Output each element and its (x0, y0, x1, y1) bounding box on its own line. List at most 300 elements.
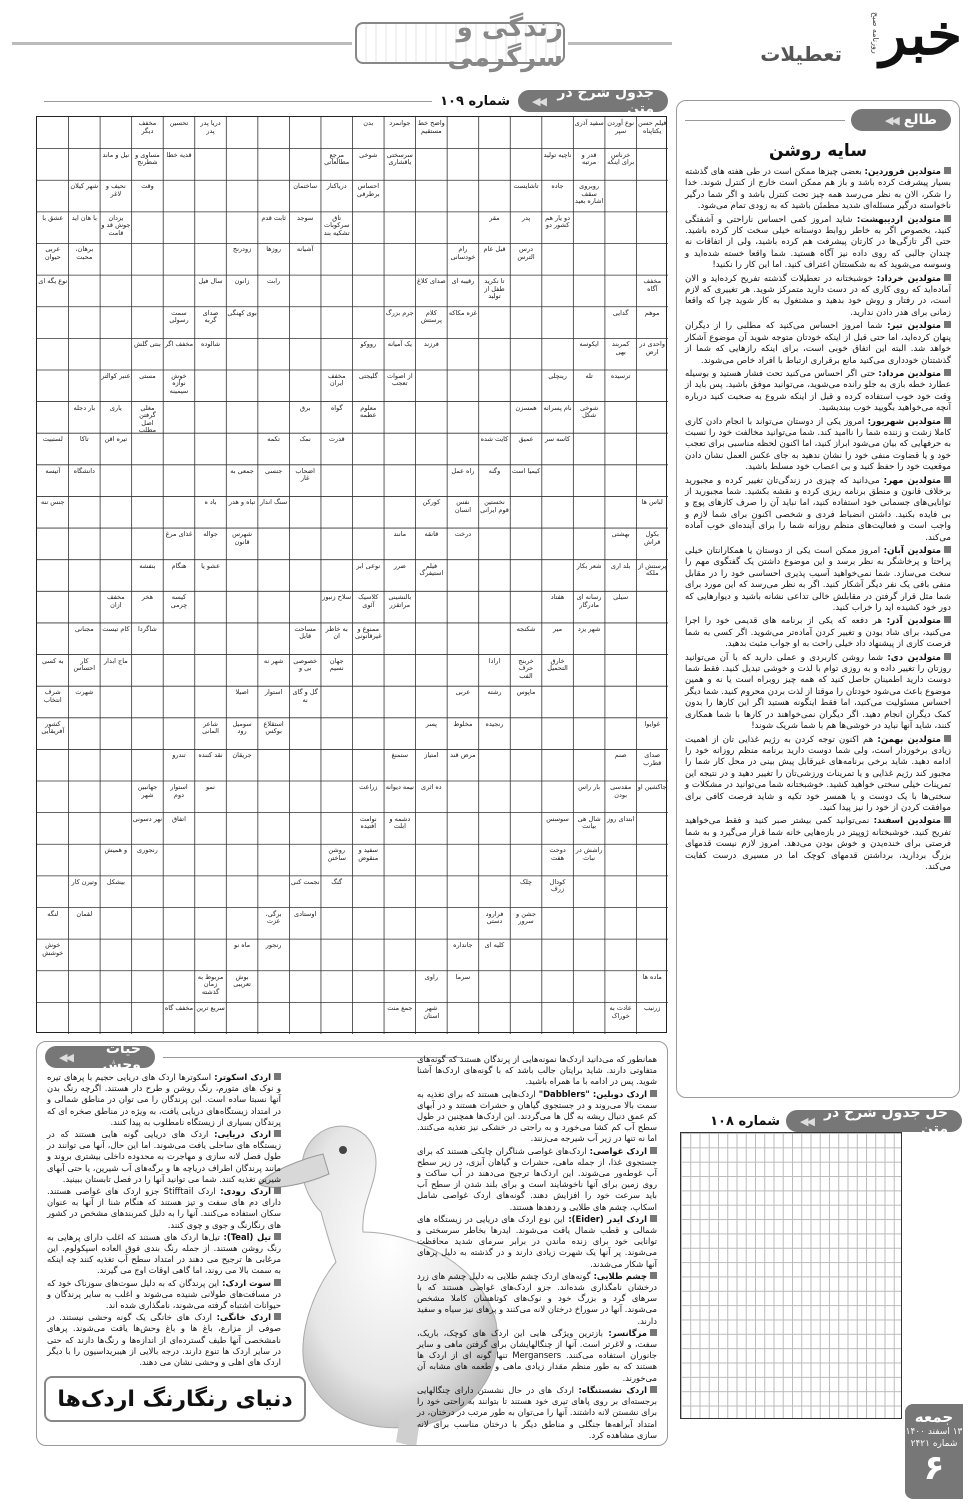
clue-text: مساحت قابل (294, 624, 316, 641)
clue-text: زراعت (359, 783, 378, 792)
horoscope-item (685, 816, 951, 873)
bullet-square-icon (650, 1090, 657, 1097)
clue-text: سریع ترین (196, 1004, 225, 1013)
clue-text: تیره اقن (104, 435, 128, 444)
horoscope-text: امروز یکی از دوستان می‌تواند با انجام دادن کاری کاملا زشت و زننده شما را ناامید کند. شما می‌توانید مخالفت خود را نسبت به حرفهایی که بیان می‌شود ابراز کنید، اما اکنون لحظه مناسبی برای تعجب خود و یا قضاوت منفی خود را نشان ندهید به جای عکس العمل نشان دادن موقعیت خود را حفظ کنید و بی اعصاب خود مسلط باشید. (685, 416, 951, 473)
horoscope-text: شاید امروز کمی احساس ناراحتی و آشفتگی کنید، بخصوص اگر به خاطر روابط دوستانه خیلی سخت کار کرده باشید. حتی اگر تازگی‌ها در کارتان پیشرفت هم کرده باشید، ولی از اتفاقات نه چندان جالبی که روی داده نیز آگاه هستید. شما واقعا خسته شده‌اید و وسوسه می‌شوید که به شکستتان اعتراف کنید. اما این کار را نکنید! (685, 214, 951, 271)
clue-text: ستمنغ (391, 751, 409, 760)
article-subhead: اردک نشستنگاه: (573, 1384, 648, 1395)
clue-text: جمعی به (230, 466, 254, 475)
clue-text: صدای قطرب (643, 751, 662, 767)
horoscope-sign: متولدین فروردین: (864, 167, 941, 177)
clue-text: کایت شده (480, 435, 509, 444)
clue-text: وتیرن کار (71, 877, 98, 886)
horoscope-item (685, 321, 951, 367)
bullet-square-icon (944, 616, 951, 623)
clue-text: غوایوا (644, 719, 660, 728)
clue-text: سوجد (297, 213, 314, 222)
clue-text: یاری (109, 403, 122, 412)
article-text: اردک های دریایی گونه هایی هستند که در زیستگاه های ساحلی یافت می‌شوند. اما این حال، آنها می توانند در طول فصل لانه سازی و مهاجرت به محدوده داخلی بیشتری بروند و مانند پرندگان اطراف دریاچه ها و برگه‌های آب شیرین، یا حتی آبهای شیرین تغذیه کنند. شما می توانید آنها را در فصل تابستان ببینید. (47, 1129, 281, 1184)
article-paragraph (47, 1186, 281, 1231)
clue-text: لستبیت (42, 435, 63, 444)
horoscope-text: نمی‌توانید کمی بیشتر صبر کنید و فقط می‌خواهید تفریح کنید. خوشبختانه ژوپیتر در بازه‌هایی خانه شما قرار می‌گیرد و به شما فرصتی برای خنده‌یدن و خوش بودن می‌دهد. امروز لازم نیست قدمهای بزرگ بردارید، برداشتن قدمهای کوچک اما در مسیری درست کفایت می‌کند. (685, 816, 951, 872)
article-text: اردک های خانگی یک گونه وحشی نیستند. در صوفی از مزارع، باغ ها و باغ وحش‌ها یافت می‌شوند. پرهای نامشخصی آنها طیف گسترده‌ای از اندازه‌ها و رنگ‌ها دارند که حتی در سایر اردک ها تنوع دارند. درجه بالایی از هیبریداسیون را با دیگر اردک های اهلی و وحشی نشان می دهند. (47, 1312, 281, 1368)
clue-text: ماده ها (642, 972, 662, 981)
clue-text: لباس ها (641, 498, 663, 507)
article-subhead: مرگانسر: (602, 1327, 647, 1338)
clue-text: ایکوسه (579, 340, 599, 349)
clue-text: جوانمرد (389, 119, 411, 127)
clue-text: سرما (455, 972, 471, 981)
clue-text: بار راس (578, 783, 601, 792)
horoscope-sign: متولدین اردیبهشت: (856, 214, 941, 225)
arrows-icon: ◀◀ (59, 1050, 72, 1064)
clue-text: مخفف گاه (164, 1004, 194, 1013)
bullet-square-icon (944, 417, 951, 424)
clue-text: درس الترس (517, 245, 535, 261)
bullet-square-icon (274, 1313, 281, 1320)
bullet-square-icon (944, 546, 951, 553)
horoscope-item (685, 215, 951, 272)
clue-text: قبل عام (483, 245, 506, 254)
clue-text: روبروی سقف اشاره بعید (575, 182, 604, 206)
clue-text: سنگ اندار (259, 498, 288, 507)
clue-text: شالوده (200, 340, 221, 349)
crossword-grid (37, 117, 668, 1034)
date-text: ۱۳ اسفند ۱۴۰۰ (905, 1427, 963, 1437)
clue-text: مخفف ازان (107, 593, 125, 609)
header-rule-left (12, 42, 352, 45)
clue-text: کلاسیک آئوی (358, 593, 379, 609)
clue-text: تباه و هدر (228, 498, 256, 507)
horoscope-sign: متولدین خرداد: (876, 273, 941, 284)
clue-text: نفس انسان (454, 498, 471, 514)
clue-text: قانقه (424, 530, 439, 539)
clue-text: سیلی (613, 593, 629, 602)
article-paragraph (47, 1312, 281, 1368)
clue-text: کورکن (422, 498, 441, 507)
clue-text: خربنج حرف الفب (518, 656, 534, 680)
puzzle-header-rule (44, 101, 432, 102)
clue-text: گنگ (331, 877, 343, 886)
newspaper-logo (672, 2, 962, 70)
clue-text: صدای گربه (202, 308, 219, 325)
clue-text: خرناس برای اینکه (607, 150, 635, 167)
clue-text: سلاح زنبور (322, 593, 352, 602)
clue-text: لنگه (47, 909, 59, 918)
clue-text: غذای مرغ (165, 530, 193, 539)
clue-text: شکنجه (516, 624, 536, 633)
clue-text: اوستادی (294, 909, 317, 918)
clue-text: راشش در نبات (575, 846, 603, 862)
clue-text: نام پسرانه (543, 403, 572, 412)
arrows-icon: ◀◀ (532, 94, 545, 108)
clue-text: دریاکنار (326, 182, 347, 191)
clue-text: امتیاز (424, 751, 439, 760)
clue-text: سفید آذری (574, 119, 604, 127)
clue-text: زرنیب (643, 1004, 661, 1013)
clue-text: دریا پدر پدر (200, 119, 221, 135)
clue-text: میر (553, 624, 563, 633)
clue-text: نهر دسونی (132, 814, 163, 823)
clue-text: رام خودسانی (450, 245, 476, 261)
bullet-square-icon (650, 1272, 657, 1279)
clue-text: نقد کننده (198, 751, 223, 760)
clue-text: فیلم حسن یکتاپناه (638, 119, 667, 135)
horoscope-header (685, 109, 951, 131)
clue-text: مخفف ایران (327, 371, 346, 388)
article-subhead: اردک اسکوتر: (211, 1072, 271, 1082)
clue-text: تا نکرید طفل از تولید (484, 277, 505, 301)
clue-text: ضرر (393, 561, 406, 570)
clue-text: عشو یا (201, 561, 220, 570)
clue-text: پرستش از ملکه (638, 561, 667, 578)
clue-text: تاق سرکوبات تشکیه بند (323, 213, 350, 237)
article-paragraph (417, 1146, 657, 1213)
clue-text: کودال زرف (549, 877, 566, 894)
horoscope-rule (685, 120, 845, 121)
clue-text: مخفف آگاه (643, 277, 662, 293)
clue-text: ممنوع و غیرقانونی (355, 624, 382, 641)
clue-text: بدن (363, 119, 374, 127)
horoscope-text: می‌دانید که چیزی در زندگی‌تان تغییر کرده و مجبورید برخلاف قانون و منطق برنامه ریزی کرده و نقشه بکشید. شما مجبورید از توانایی‌های جسمانی خود استفاده کنید، اما نباید آن را صرف کارهای پوچ و بی فایده بکنید. داشتن انضباط فردی و شخصی اکنون برای شما لازم و واجب است و فعالیت‌های منظم روزانه شما را برای آینده‌ای خوب آماده می‌کند. (685, 475, 951, 543)
clue-text: کام تیست (102, 624, 130, 633)
clue-text: از اصوات تعجب (387, 371, 413, 388)
clue-text: رینچلی (548, 371, 567, 380)
clue-text: نمو (206, 783, 215, 792)
horoscope-text: حتی اگر احساس می‌کنید تحت فشار هستید و بوسیله عطارد خطه بازی به جلو رانده می‌شوید، می‌توانید موفق باشید. پس باید از وقت خود خوب استفاده کرده و قبل از اینکه شروع به صحبت کنید درباره آنچه می‌خواهید بگویید خوب بیندیشید. (685, 368, 951, 414)
horoscope-text: خوشبختانه در تعطیلات گذشته تفریح کرده‌اید و الان آماده‌اید که روی کاری که در دست دارید متمرکز شوید. هر تغییری که لازم است، در رفتار و روش خود بدهید و مشتغول به کار شوید چرا که واقعا زمانی برای هدر دادن ندارید. (685, 273, 951, 318)
clue-text: زودرنج (232, 245, 252, 254)
clue-text: زانون (234, 277, 250, 286)
clue-text: جانداره (453, 941, 473, 950)
logo-tiny: روزنامه صبح (871, 12, 880, 54)
clue-text: نوعی ابر (356, 561, 381, 570)
clue-text: جریقان (232, 751, 252, 760)
clue-text: گلیجتی (358, 371, 378, 380)
clue-text: برق (299, 403, 311, 412)
solution-title: حل جدول شرح در متن (823, 1105, 948, 1137)
article-subhead: تیل (Teal): (219, 1231, 271, 1242)
clue-text: صنم (614, 751, 627, 760)
horoscope-sign: متولدین بهمن: (877, 734, 941, 745)
clue-text: پسر (425, 719, 437, 728)
clue-text: اضحاب غار (295, 466, 315, 483)
horoscope-sign: متولدین اسفند: (873, 816, 941, 827)
horoscope-item (685, 417, 951, 474)
clue-text: جمع منت (387, 1004, 413, 1013)
article-subhead: اردک خانگی: (211, 1312, 271, 1323)
page-header (0, 0, 970, 80)
clue-text: برهان، محبت (75, 245, 94, 261)
horoscope-sign: متولدین شهریور: (867, 416, 941, 427)
clue-text: بنفشه (139, 561, 156, 570)
horoscope-item (685, 616, 951, 650)
horoscope-sign: متولدین مهر: (883, 475, 941, 486)
clue-text: راه عمل (451, 466, 475, 475)
clue-text: خوش نوازه سیمینه (169, 371, 189, 395)
clue-text: هنگام (171, 561, 187, 570)
clue-text: مرض قند (450, 751, 476, 760)
section-title: زندگی و سرگرمی (355, 22, 565, 64)
clue-text: رسانه ای مادرگار (576, 593, 602, 609)
clue-text: موهم (644, 308, 660, 317)
crossword-puzzle (36, 116, 667, 1033)
clue-text: جهانبین شهر (137, 783, 158, 799)
horoscope-sign: متولدین آبان: (883, 546, 941, 556)
logo-sub: تعطیلات (760, 42, 842, 66)
clue-text: روزها (266, 245, 282, 254)
clue-text: ماج ابدار (104, 656, 128, 665)
clue-text: استوار (264, 688, 283, 697)
article-subhead: سوت اردک: (219, 1277, 271, 1288)
clue-text: خوش خوشش (42, 941, 64, 957)
clue-text: مانند (393, 530, 407, 539)
clue-text: نوع آوردن سپر (607, 119, 635, 135)
clue-text: با هان اید (71, 213, 97, 222)
clue-text: ابتدای روز (606, 814, 635, 823)
clue-text: کیسه چرمی (170, 593, 188, 609)
clue-text: شال هی بیانت (577, 814, 601, 831)
bullet-square-icon (274, 1130, 281, 1137)
clue-text: تاشایست (513, 182, 539, 191)
clue-text: صدای کلاغ (416, 277, 446, 286)
article-paragraph (47, 1278, 281, 1312)
bullet-square-icon (274, 1279, 281, 1286)
clue-text: پدر (521, 213, 531, 222)
clue-text: قدرت (328, 435, 345, 444)
clue-text: همسزن (515, 403, 537, 412)
clue-text: نیمه دیوانه (385, 783, 414, 792)
clue-text: نخستین قوم ایرانی (480, 498, 509, 514)
clue-text: شعر بکار (576, 561, 602, 570)
bullet-square-icon (944, 167, 951, 174)
article-paragraph (417, 1054, 657, 1088)
clue-text: استقلاع بوکس (263, 719, 284, 736)
clue-text: آشیانه (296, 245, 314, 254)
horoscope-panel (676, 100, 960, 1098)
article-subhead: اردک دریایی: (208, 1129, 271, 1140)
clue-text: قدیه خطا (166, 150, 192, 159)
article-paragraph (417, 1271, 657, 1327)
article-paragraph (47, 1072, 281, 1128)
clue-text: گل و گای نه (292, 688, 318, 704)
clue-text: کمربند بهی (611, 340, 630, 356)
clue-text: رنجوری (137, 846, 158, 855)
clue-text: بکول قراش (643, 530, 661, 546)
clue-text: تحسین (169, 119, 189, 127)
clue-text: تندرو (172, 751, 186, 760)
clue-text: سمت رسولی (169, 308, 189, 325)
clue-text: تاکا (79, 435, 89, 444)
ducks-headline: دنیای رنگارنگ اردک‌ها (44, 1376, 306, 1422)
arrows-icon: ◀◀ (884, 113, 898, 127)
clue-text: بیشکل (106, 877, 125, 886)
bullet-square-icon (944, 735, 951, 742)
puzzle-header (36, 85, 668, 117)
clue-text: بار دجله (73, 403, 96, 412)
clue-text: جاکشین او (637, 783, 667, 792)
clue-text: احساس برطرفی (356, 182, 380, 198)
clue-text: مستی (139, 371, 156, 380)
bullet-square-icon (944, 816, 951, 823)
bullet-square-icon (944, 476, 951, 483)
clue-text: کلیه ای (484, 941, 505, 950)
clue-text: رشته (487, 688, 502, 697)
horoscope-sign: متولدین دی: (887, 652, 941, 663)
clue-text: ساختمان (293, 182, 318, 191)
clue-text: بالنشینی مراتقزر (388, 593, 412, 609)
clue-text: مساوی و شطرنج (135, 150, 160, 167)
ducks-bar (45, 1041, 155, 1073)
clue-text: بوش تعریبی (233, 972, 251, 989)
article-paragraph (417, 1214, 657, 1270)
date-box (905, 1404, 963, 1499)
clue-text: شاعر المانی (202, 719, 219, 736)
clue-text: وگنه (488, 466, 501, 475)
clue-text: درخت (454, 530, 472, 539)
clue-text: بلد اری (610, 561, 631, 570)
clue-text: ده اثری (421, 783, 442, 792)
clue-text: جواله (203, 530, 218, 539)
horoscope-sign: متولدین مرداد: (878, 368, 942, 379)
horoscope-item (685, 476, 951, 544)
clue-text: چلک (520, 877, 533, 886)
clue-text: و همیش (104, 846, 128, 855)
clue-text: جنسی (265, 466, 283, 475)
bullet-square-icon (650, 1147, 657, 1154)
clue-text: ثابت قدم (261, 213, 286, 222)
clue-text: عنبر کوالتر (101, 371, 131, 380)
clue-text: برگی، عزت (265, 909, 282, 926)
clue-text: مخفف اگر (164, 340, 194, 349)
horoscope-item (685, 369, 951, 415)
clue-text: سومیل رود (232, 719, 252, 736)
clue-text: ماپوس (516, 688, 536, 697)
clue-text: یک آمیانه (387, 340, 412, 349)
article-text: اردک‌های غواصی شناگران چابکی هستند که برای جستجوی غذا، از جمله ماهی، حشرات و گیاهان آبزی، در زیر سطح آب غوطه‌ور می‌شوند. این اردک‌ها ترجیح می‌دهند در آب ساکت و روی زمین برای آنها ناخوشایند است و برای بلند شدن از سطح آب باید سرعت خود را افزایش دهند. گونه‌های اردک غواصی شامل اسکاپ، چشم های طلایی و ردهدها هستند. (417, 1145, 657, 1212)
clue-text: شهرت (75, 688, 94, 697)
clue-text: بنتی گلش (134, 340, 161, 349)
clue-text: ماه نو (234, 941, 251, 950)
clue-text: شرف انتخاب (43, 688, 62, 704)
article-text: بازترین ویژگی هایی این اردک های کوچک، باریک، سفت، و لاغرتر است. آنها از چنگالهایشان برای گرفتن ماهی و سایر جانوران استفاده می‌کنند. Mergansers تنها گونه ای از اردک ها هستند که به طور منظم مقدار زیادی ماهی و طعمه های مشابه آن می‌خورند. (417, 1327, 657, 1383)
clue-text: شهرس قانون (232, 530, 253, 546)
clue-text: به خاطر ان (325, 624, 348, 641)
clue-text: سرسختی یاقشاری (386, 150, 413, 167)
clue-text: آتیسه (45, 466, 61, 475)
clue-text: عشق با (42, 213, 64, 222)
clue-text: قدر و مرتبه (581, 150, 597, 167)
article-subhead: اردک ایدر (Eider): (564, 1213, 647, 1224)
clue-text: معلوم عطمه (360, 403, 377, 420)
horoscope-text: شما روشن کاربردی و عملی دارید که با آن می‌توانید روزتان را تغییر داده و به روزی توام با لذت و خوشی تبدیل کنید. فقط شما دوست دارید اطمینان حاصل کنید که همه چیز روبراه است یا نه و همین موضوع باعث می‌شود خودتان را موقتا از لذت بردن محروم کنید. شما دیگر احساس مسئولیت می‌کنید، اما فقط اینگونه هستید اگر این کارها را بدون کمک دیگران انجام دهید. اگر دیگران نمی‌خواهند در کارها با شما همکاری کنند، شاید آنها نباید در خوشی‌ها هم با شما شریک شوند! (685, 652, 951, 732)
arrows-icon: ◀◀ (800, 1114, 813, 1128)
horoscope-bar-label: طالع (903, 112, 937, 128)
article-subhead: اردک غواصی: (586, 1145, 647, 1156)
bullet-square-icon (650, 1329, 657, 1336)
clue-text: مرجع مطالعاتی (324, 150, 350, 167)
horoscope-item (685, 274, 951, 320)
clue-text: شهر کیلان (70, 182, 99, 191)
clue-text: اصیلا (235, 688, 249, 697)
clue-text: عربی (455, 688, 471, 697)
clue-text: استوار دوم (170, 783, 188, 799)
clue-text: نیل و ماند (102, 150, 130, 159)
clue-text: بهشتی (611, 530, 630, 539)
clue-text: باد ه (204, 498, 217, 507)
horoscope-text: بعضی چیزها ممکن است در طی هفته های گذشته بسیار پیشرفت کرده باشد و باز هم ممکن است خارج از کنترل شوند. خدا را شکر، الان به نظر می‌رسد همه چیز تحت کنترل باشد و اگر شما درگیر ناخواسته درگیر مسئله‌ای شدید مطمئن باشید که به زودی تمام می‌شود. (685, 167, 951, 212)
clue-text: دانشگاه (73, 466, 95, 475)
bullet-square-icon (274, 1073, 281, 1080)
clue-text: تکمه (267, 435, 280, 444)
clue-text: ارادا (488, 656, 501, 665)
clue-text: نحیف و لاغر (105, 182, 126, 198)
clue-text: مخلوط (453, 719, 473, 728)
article-text: اردک‌هایی هستند که برای تغذیه به سمت بالا می‌روند و در جستجوی گیاهان و حشرات هستند و در آبهای کم عمق دنبال ریشه به گل ها می‌گردند. این اردک‌ها همچنین در طول سطح آب کم کشا می‌خورد و به راحتی در خشکی نیز تغذیه می‌کنند. اما نه تنها در زیر آب شیرجه می‌زنند. (417, 1088, 657, 1144)
article-text: همانطور که می‌دانید اردک‌ها نمونه‌هایی از پرندگان هستند که گونه‌های متفاوتی دارند. شاید برایتان جالب باشد که با گونه‌های اردک‌ها آشنا شوید. پس در ادامه با ما همراه باشید. (417, 1054, 657, 1087)
header-rule-right (568, 42, 672, 45)
solution-bar (786, 1105, 962, 1137)
bullet-square-icon (944, 274, 951, 281)
clue-text: سال فیل (198, 277, 223, 286)
clue-text: به کسی (41, 656, 64, 665)
article-paragraph (417, 1385, 657, 1441)
clue-text: ناچیه تولید (543, 150, 572, 159)
solution-grid (680, 1132, 902, 1419)
clue-text: هخر (141, 593, 154, 602)
ducks-column-left (47, 1072, 281, 1369)
clue-text: فرزند (423, 340, 439, 349)
article-text: اردک Stifftail جزو اردک های غواصی هستند. دارای دم های سفت و تیز هستند که هنگام شنا از آنها به عنوان سکان استفاده می‌کنند. آنها را به دلیل کمربندهای مشخص در کشور های رنگارنگ و جوی و چوی کنند. (47, 1186, 281, 1230)
issue-number: شماره ۲۴۲۱ (910, 1439, 958, 1449)
article-subhead: چشم طلایی: (590, 1270, 647, 1281)
solution-number: شماره ۱۰۸ (710, 1113, 780, 1129)
clue-text: راوی (424, 972, 438, 981)
clue-text: شهر یزد (577, 624, 601, 633)
horoscope-text: امروز ممکن است یکی از دوستان یا همکارانتان خیلی پراحتا و پرخاشگر به نظر برسد و این موضوع داشتن یک گفتگوی مهم را سخت می‌سازد. شما نمی‌خواهید آسیب پذیری احساسی خود را در مقابل منفی بافی یک نفر دیگر آشکار کنید. اگر به نظر می‌رسد که این مورد برای شما مثل قرار گرفتن در مقابلش خالی تداعی نشانه باشید و دیوارهایی که دور خود کشیده اید را خراب کنید. (685, 546, 951, 614)
horoscope-bar (851, 109, 951, 131)
clue-text: دو یار هم کشور دو (545, 213, 570, 230)
clue-text: مخفف دیگر (138, 119, 157, 135)
clue-text: رنجور (265, 941, 282, 950)
clue-text: دوحت هفت (549, 846, 566, 862)
clue-text: تله (585, 371, 593, 380)
article-text: این پرندگان که به دلیل سوت‌های سوزناک خود که در مسافت‌های طولانی شنیده می‌شوند و اغلب به سایر پرندگان و حیوانات اشتباه گرفته می‌شوند، نامگذاری شده اند. (47, 1277, 281, 1311)
clue-text: نجمت کنی (290, 877, 320, 886)
clue-text: جشن و سرور (516, 909, 537, 926)
clue-text: عربی حیوان (44, 245, 61, 261)
clue-text: واضح خط مستقیم (417, 119, 445, 135)
clue-text: جنس ننه (40, 498, 65, 507)
clue-text: مقر (489, 213, 500, 222)
horoscope-sign: متولدین آذر: (886, 616, 941, 627)
logo-brand: خبر (879, 2, 962, 68)
bullet-square-icon (274, 1233, 281, 1240)
clue-text: سوسس (546, 814, 569, 823)
clue-text: گدایی (612, 308, 629, 317)
clue-text: فیلم استیفرگ (419, 561, 444, 578)
article-paragraph (417, 1089, 657, 1145)
clue-text: رابت (267, 277, 281, 286)
bullet-square-icon (944, 321, 951, 328)
clue-text: بوی کهنگی (227, 308, 257, 317)
puzzle-title: جدول شرح در متن (557, 85, 654, 117)
clue-text: مجنانی (74, 624, 94, 633)
clue-text: نمک (299, 435, 311, 444)
horoscope-item (685, 653, 951, 733)
clue-text: جرم بزرگ (385, 308, 414, 317)
